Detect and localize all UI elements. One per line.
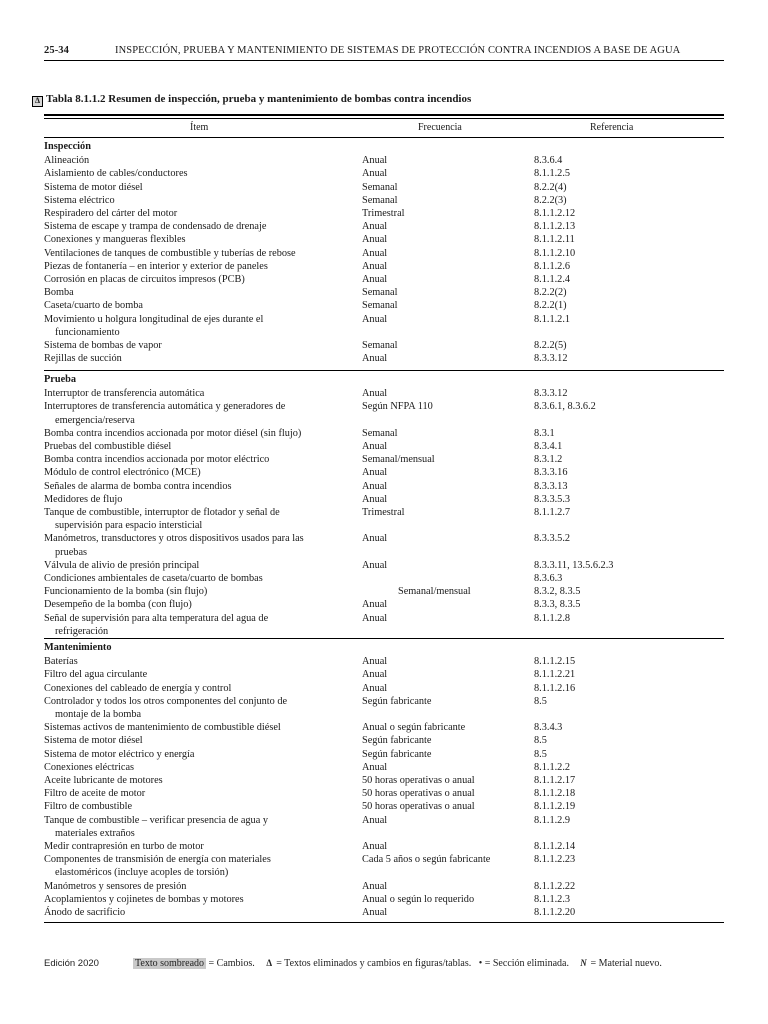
frequency-cell: 50 horas operativas o anual [362,775,475,786]
reference-cell: 8.3.3.5.3 [534,493,571,505]
item-cell [44,682,364,695]
item-text: Pruebas del combustible diésel [44,441,172,452]
reference-cell: 8.1.1.2.13 [534,221,576,233]
frequency-cell: Anual [362,441,388,452]
item-text-continued: elastoméricos (incluye acoples de torsión) [55,867,229,879]
item-cell [44,800,364,813]
item-cell [44,466,364,479]
reference-cell: 8.1.1.2.10 [534,247,576,259]
item-cell [44,273,364,286]
caption-text: Tabla 8.1.1.2 Resumen de inspección, prueba y mantenimiento de bombas contra incendios [46,93,472,105]
column-header-reference: Referencia [590,122,634,133]
legend-new-material: = Material nuevo. [590,958,662,969]
item-cell [44,453,364,466]
item-cell [44,880,364,893]
reference-cell: 8.3.3.5.2 [534,533,571,545]
item-text: Válvula de alivio de presión principal [44,559,200,571]
item-cell [44,734,364,747]
frequency-cell: Anual o según fabricante [362,722,466,734]
frequency-cell: Trimestral [362,208,405,219]
item-cell [44,721,364,734]
item-text-continued: refrigeración [55,625,109,637]
frequency-cell: Semanal/mensual [362,454,435,466]
reference-cell: 8.1.1.2.2 [534,761,571,773]
item-cell [44,840,364,853]
item-text: Sistemas activos de mantenimiento de combustible diésel [44,722,281,734]
item-cell [44,181,364,194]
item-text: Alineación [44,155,90,167]
reference-cell: 8.1.1.2.8 [534,612,571,624]
frequency-cell: Anual [362,493,388,505]
item-text: Conexiones del cableado de energía y control [44,682,232,694]
item-cell [44,247,364,260]
item-text-continued: emergencia/reserva [55,414,135,426]
reference-cell: 8.3.2, 8.3.5 [534,586,581,598]
frequency-cell: Anual [362,221,388,233]
item-text: Filtro de combustible [44,801,133,813]
table-bottom-rule [44,922,724,923]
reference-cell: 8.3.3, 8.3.5 [534,599,581,611]
reference-cell: 8.3.1.2 [534,454,563,466]
column-header-item: Ítem [190,122,209,133]
frequency-cell: 50 horas operativas o anual [362,801,475,813]
item-cell [44,352,364,365]
frequency-cell: Anual [362,247,388,259]
item-cell [44,598,364,611]
frequency-cell: Semanal [362,287,398,299]
item-text: Filtro del agua circulante [44,669,148,681]
frequency-cell: Anual [362,814,388,826]
reference-cell: 8.1.1.2.9 [534,814,571,826]
frequency-cell: Según NFPA 110 [362,401,433,413]
reference-cell: 8.2.2(4) [534,181,567,193]
table-caption [32,93,471,106]
section-heading: Mantenimiento [44,642,112,653]
reference-cell: 8.1.1.2.17 [534,775,576,786]
frequency-cell: Anual [362,841,388,852]
frequency-cell: Cada 5 años o según fabricante [362,854,491,866]
item-cell [44,286,364,299]
item-text: Aislamiento de cables/conductores [44,168,188,180]
item-text: Caseta/cuarto de bomba [44,300,143,312]
item-text: Sistema de escape y trampa de condensado de drenaje [44,221,267,233]
frequency-cell: Anual [362,761,388,773]
frequency-cell: 50 horas operativas o anual [362,788,475,800]
page-number: 25-34 [44,45,69,56]
reference-cell: 8.1.1.2.6 [534,260,571,272]
item-text: Bomba [44,287,74,299]
reference-cell: 8.3.1 [534,427,555,439]
table-top-rule-2 [44,118,724,119]
item-text: Interruptores de transferencia automática y generadores de [44,401,286,413]
frequency-cell: Semanal [362,340,398,351]
item-text: Medidores de flujo [44,493,123,505]
frequency-cell: Anual [362,168,388,180]
frequency-cell: Anual [362,480,388,492]
delta-icon: Δ [32,96,43,107]
item-text: Manómetros, transductores y otros dispositivos usados para las [44,533,304,545]
item-cell [44,655,364,668]
item-cell [44,893,364,906]
item-cell [44,853,364,879]
reference-cell: 8.2.2(1) [534,300,567,312]
item-cell [44,761,364,774]
item-text: Baterías [44,656,78,668]
reference-cell: 8.5 [534,735,547,747]
running-header [44,45,724,61]
item-cell [44,387,364,400]
item-text: Conexiones eléctricas [44,761,135,773]
item-text: Sistema de motor diésel [44,181,143,193]
frequency-cell: Anual [362,907,388,918]
item-text: Tanque de combustible – verificar presencia de agua y [44,814,268,826]
section-rule [44,370,724,371]
item-cell [44,313,364,339]
item-text: Ventilaciones de tanques de combustible y tuberías de rebose [44,247,296,259]
reference-cell: 8.3.3.12 [534,353,568,365]
item-text: Módulo de control electrónico (MCE) [44,467,201,479]
reference-cell: 8.1.1.2.16 [534,682,576,694]
item-cell [44,695,364,721]
frequency-cell: Semanal/mensual [398,586,471,598]
shaded-text-sample: Texto sombreado [135,958,205,969]
reference-cell: 8.1.1.2.19 [534,801,576,813]
frequency-cell: Anual [362,880,388,892]
reference-cell: 8.1.1.2.22 [534,880,576,892]
item-cell [44,400,364,426]
delta-legend-icon: Δ [266,958,273,968]
reference-cell: 8.3.3.16 [534,467,568,479]
reference-cell: 8.3.3.13 [534,480,568,492]
item-text: Sistema eléctrico [44,194,115,206]
frequency-cell: Anual [362,467,388,479]
edition-label: Edición 2020 [44,958,99,969]
item-cell [44,493,364,506]
item-cell [44,154,364,167]
item-text-continued: funcionamiento [55,326,120,338]
legend-deleted: = Textos eliminados y cambios en figuras/tablas. [276,958,472,969]
item-text: Sistema de motor diésel [44,735,143,747]
frequency-cell: Anual [362,559,388,571]
item-cell [44,559,364,572]
new-material-icon: N [580,958,587,968]
item-cell [44,233,364,246]
item-text: Filtro de aceite de motor [44,788,146,800]
frequency-cell: Semanal [362,181,398,193]
item-text: Respiradero del cárter del motor [44,208,178,219]
header-bottom-rule [44,137,724,138]
item-cell [44,260,364,273]
header-rule [44,60,724,61]
frequency-cell: Según fabricante [362,735,432,747]
section-heading: Inspección [44,141,91,152]
frequency-cell: Anual [362,274,388,285]
item-text-continued: supervisión para espacio intersticial [55,520,203,532]
running-title: INSPECCIÓN, PRUEBA Y MANTENIMIENTO DE SISTEMAS DE PROTECCIÓN CONTRA INCENDIOS A BASE DE AGUA [115,45,681,56]
item-text: Señales de alarma de bomba contra incendios [44,480,232,492]
reference-cell: 8.1.1.2.21 [534,669,576,681]
item-text: Acoplamientos y cojinetes de bombas y motores [44,893,244,905]
item-cell [44,339,364,352]
frequency-cell: Anual [362,388,388,400]
item-cell [44,299,364,312]
reference-cell: 8.1.1.2.1 [534,313,571,325]
item-text: Rejillas de succión [44,353,122,365]
item-text-continued: materiales extraños [55,827,135,839]
reference-cell: 8.3.6.4 [534,155,563,167]
item-cell [44,612,364,638]
item-text: Desempeño de la bomba (con flujo) [44,599,192,611]
item-text: Funcionamiento de la bomba (sin flujo) [44,586,208,598]
footer-legend [133,958,662,969]
item-cell [44,814,364,840]
item-cell [44,774,364,787]
reference-cell: 8.1.1.2.18 [534,788,576,800]
item-cell [44,207,364,220]
item-text: Controlador y todos los otros componentes del conjunto de [44,695,288,707]
item-cell [44,787,364,800]
frequency-cell: Anual [362,656,388,668]
item-cell [44,668,364,681]
item-cell [44,440,364,453]
section-rule [44,638,724,639]
legend-changes: = Cambios. [208,958,255,969]
reference-cell: 8.1.1.2.4 [534,274,571,285]
frequency-cell: Anual [362,313,388,325]
item-cell [44,167,364,180]
item-cell [44,906,364,919]
item-text: Tanque de combustible, interruptor de flotador y señal de [44,507,280,518]
item-text: Aceite lubricante de motores [44,775,163,786]
frequency-cell: Semanal [362,194,398,206]
item-text: Bomba contra incendios accionada por motor eléctrico [44,454,270,466]
item-text: Sistema de bombas de vapor [44,340,162,351]
frequency-cell: Semanal [362,300,398,312]
reference-cell: 8.1.1.2.5 [534,168,571,180]
frequency-cell: Según fabricante [362,695,432,707]
frequency-cell: Anual [362,612,388,624]
item-text: Manómetros y sensores de presión [44,880,187,892]
table-top-rule [44,114,724,116]
frequency-cell: Trimestral [362,507,405,518]
item-cell [44,572,364,585]
reference-cell: 8.2.2(2) [534,287,567,299]
reference-cell: 8.1.1.2.14 [534,841,576,852]
frequency-cell: Anual [362,682,388,694]
item-text: Señal de supervisión para alta temperatura del agua de [44,612,269,624]
item-cell [44,220,364,233]
frequency-cell: Anual [362,155,388,167]
reference-cell: 8.3.4.1 [534,441,563,452]
reference-cell: 8.3.3.12 [534,388,568,400]
frequency-cell: Anual o según lo requerido [362,893,475,905]
reference-cell: 8.3.3.11, 13.5.6.2.3 [534,559,614,571]
item-text: Sistema de motor eléctrico y energía [44,748,195,760]
item-cell [44,194,364,207]
item-cell [44,585,364,598]
item-text-continued: montaje de la bomba [55,709,142,720]
bullet-icon: • [478,958,483,969]
reference-cell: 8.3.4.3 [534,722,563,734]
item-cell [44,532,364,558]
item-text: Condiciones ambientales de caseta/cuarto de bombas [44,573,263,584]
reference-cell: 8.2.2(3) [534,194,567,206]
item-cell [44,480,364,493]
item-text: Bomba contra incendios accionada por motor diésel (sin flujo) [44,427,302,439]
item-cell [44,748,364,761]
frequency-cell: Según fabricante [362,748,432,760]
legend-section-deleted: = Sección eliminada. [484,958,569,969]
reference-cell: 8.1.1.2.11 [534,234,575,246]
reference-cell: 8.1.1.2.23 [534,854,576,866]
item-text: Corrosión en placas de circuitos impresos (PCB) [44,274,245,285]
item-text: Movimiento u holgura longitudinal de ejes durante el [44,313,264,325]
item-text: Interruptor de transferencia automática [44,388,205,400]
reference-cell: 8.2.2(5) [534,340,567,351]
item-text: Conexiones y mangueras flexibles [44,234,186,246]
reference-cell: 8.1.1.2.12 [534,208,576,219]
frequency-cell: Anual [362,533,388,545]
item-text: Componentes de transmisión de energía con materiales [44,854,271,866]
reference-cell: 8.1.1.2.15 [534,656,576,668]
reference-cell: 8.3.6.3 [534,573,563,584]
column-header-frequency: Frecuencia [418,122,462,133]
item-cell [44,506,364,532]
item-text: Medir contrapresión en turbo de motor [44,841,204,852]
reference-cell: 8.1.1.2.3 [534,893,571,905]
item-text: Ánodo de sacrificio [44,907,126,918]
frequency-cell: Anual [362,669,388,681]
item-cell [44,427,364,440]
frequency-cell: Anual [362,353,388,365]
reference-cell: 8.1.1.2.7 [534,507,571,518]
reference-cell: 8.1.1.2.20 [534,907,576,918]
frequency-cell: Anual [362,234,388,246]
frequency-cell: Anual [362,260,388,272]
section-heading: Prueba [44,374,77,385]
item-text-continued: pruebas [55,546,88,558]
reference-cell: 8.5 [534,695,547,707]
reference-cell: 8.5 [534,748,547,760]
reference-cell: 8.3.6.1, 8.3.6.2 [534,401,596,413]
item-text: Piezas de fontanería – en interior y exterior de paneles [44,260,268,272]
frequency-cell: Anual [362,599,388,611]
frequency-cell: Semanal [362,427,398,439]
